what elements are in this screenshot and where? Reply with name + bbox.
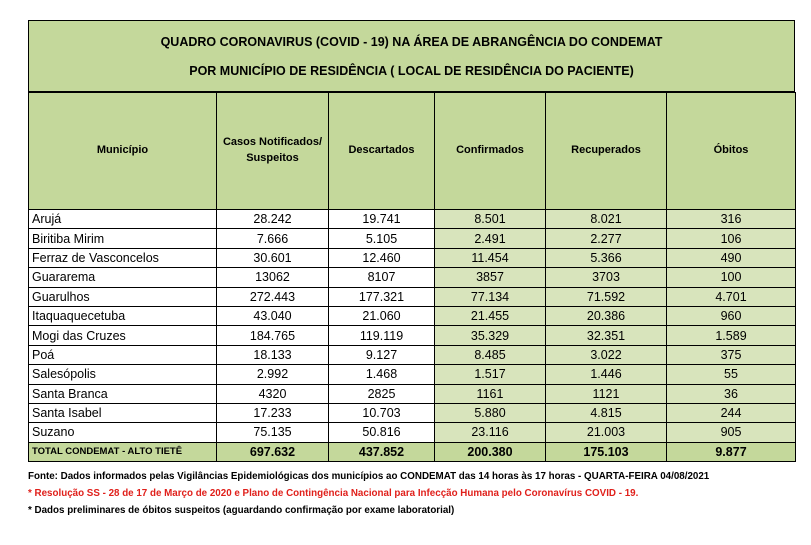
cell-obitos: 1.589: [667, 326, 796, 345]
header-casos-notificados: Casos Notificados/ Suspeitos: [217, 93, 329, 210]
cell-municipio: Santa Branca: [29, 384, 217, 403]
table-row: [29, 384, 796, 403]
cell-recuperados: 8.021: [546, 210, 667, 229]
cell-descartados: 8107: [329, 268, 435, 287]
cell-recuperados: 21.003: [546, 423, 667, 442]
cell-confirmados: 21.455: [435, 306, 546, 325]
cell-obitos: 244: [667, 403, 796, 422]
table-body: [29, 210, 796, 462]
cell-confirmados: 200.380: [435, 442, 546, 461]
cell-recuperados: 175.103: [546, 442, 667, 461]
total-row: [29, 442, 796, 461]
cell-confirmados: 8.501: [435, 210, 546, 229]
cell-obitos: 905: [667, 423, 796, 442]
header-obitos: Óbitos: [667, 93, 796, 210]
report-title-box: [28, 20, 795, 92]
cell-obitos: 106: [667, 229, 796, 248]
report-title-line-1: QUADRO CORONAVIRUS (COVID - 19) NA ÁREA DE ABRANGÊNCIA DO CONDEMAT: [160, 34, 663, 49]
cell-descartados: 1.468: [329, 365, 435, 384]
cell-casos: 272.443: [217, 287, 329, 306]
cell-casos: 30.601: [217, 248, 329, 267]
cell-casos: 43.040: [217, 306, 329, 325]
resolution-note: * Resolução SS - 28 de 17 de Março de 2020 e Plano de Contingência Nacional para Infecção Humana pelo Coronavírus COVID - 19.: [28, 488, 639, 500]
cell-recuperados: 4.815: [546, 403, 667, 422]
table-row: [29, 365, 796, 384]
table-row: [29, 287, 796, 306]
cell-casos: 4320: [217, 384, 329, 403]
table-row: [29, 403, 796, 422]
cell-casos: 697.632: [217, 442, 329, 461]
cell-obitos: 375: [667, 345, 796, 364]
cell-recuperados: 2.277: [546, 229, 667, 248]
cell-municipio: Salesópolis: [29, 365, 217, 384]
table-header-row: [29, 93, 796, 210]
cell-obitos: 9.877: [667, 442, 796, 461]
cell-recuperados: 1121: [546, 384, 667, 403]
cell-obitos: 36: [667, 384, 796, 403]
cell-descartados: 21.060: [329, 306, 435, 325]
cell-confirmados: 1161: [435, 384, 546, 403]
cell-recuperados: 3703: [546, 268, 667, 287]
cell-confirmados: 2.491: [435, 229, 546, 248]
cell-confirmados: 1.517: [435, 365, 546, 384]
cell-descartados: 5.105: [329, 229, 435, 248]
cell-descartados: 119.119: [329, 326, 435, 345]
cell-confirmados: 23.116: [435, 423, 546, 442]
cell-municipio: Poá: [29, 345, 217, 364]
covid-report-sheet: [28, 20, 795, 519]
cell-recuperados: 20.386: [546, 306, 667, 325]
cell-confirmados: 8.485: [435, 345, 546, 364]
cell-obitos: 960: [667, 306, 796, 325]
cell-municipio: Suzano: [29, 423, 217, 442]
cell-descartados: 10.703: [329, 403, 435, 422]
cell-recuperados: 1.446: [546, 365, 667, 384]
cell-obitos: 316: [667, 210, 796, 229]
cell-confirmados: 77.134: [435, 287, 546, 306]
cell-casos: 7.666: [217, 229, 329, 248]
table-row: [29, 268, 796, 287]
cell-municipio: Arujá: [29, 210, 217, 229]
table-row: [29, 210, 796, 229]
report-footer: [28, 468, 795, 519]
header-confirmados: Confirmados: [435, 93, 546, 210]
cell-recuperados: 71.592: [546, 287, 667, 306]
cell-municipio: Ferraz de Vasconcelos: [29, 248, 217, 267]
cell-municipio: Biritiba Mirim: [29, 229, 217, 248]
cell-municipio: Santa Isabel: [29, 403, 217, 422]
cell-confirmados: 3857: [435, 268, 546, 287]
cell-obitos: 490: [667, 248, 796, 267]
table-row: [29, 423, 796, 442]
cell-municipio: Guararema: [29, 268, 217, 287]
cell-casos: 17.233: [217, 403, 329, 422]
cell-municipio: Mogi das Cruzes: [29, 326, 217, 345]
cell-descartados: 12.460: [329, 248, 435, 267]
header-descartados: Descartados: [329, 93, 435, 210]
cell-obitos: 100: [667, 268, 796, 287]
report-title-line-2: POR MUNICÍPIO DE RESIDÊNCIA ( LOCAL DE RESIDÊNCIA DO PACIENTE): [189, 63, 634, 78]
cell-municipio: Itaquaquecetuba: [29, 306, 217, 325]
table-row: [29, 229, 796, 248]
cell-confirmados: 11.454: [435, 248, 546, 267]
source-note: Fonte: Dados informados pelas Vigilâncias Epidemiológicas dos municípios ao CONDEMAT das 14 horas às 17 horas - QUARTA-FEIRA 04/08/2021: [28, 471, 710, 483]
table-row: [29, 345, 796, 364]
header-municipio: Município: [29, 93, 217, 210]
cell-casos: 184.765: [217, 326, 329, 345]
header-recuperados: Recuperados: [546, 93, 667, 210]
municipality-table: [28, 92, 796, 462]
cell-descartados: 437.852: [329, 442, 435, 461]
cell-descartados: 177.321: [329, 287, 435, 306]
cell-casos: 2.992: [217, 365, 329, 384]
cell-municipio: Guarulhos: [29, 287, 217, 306]
cell-confirmados: 35.329: [435, 326, 546, 345]
cell-descartados: 50.816: [329, 423, 435, 442]
cell-descartados: 19.741: [329, 210, 435, 229]
table-row: [29, 306, 796, 325]
cell-obitos: 55: [667, 365, 796, 384]
cell-descartados: 2825: [329, 384, 435, 403]
cell-casos: 13062: [217, 268, 329, 287]
cell-casos: 18.133: [217, 345, 329, 364]
preliminary-note: * Dados preliminares de óbitos suspeitos (aguardando confirmação por exame laboratorial): [28, 505, 455, 517]
cell-casos: 75.135: [217, 423, 329, 442]
cell-recuperados: 5.366: [546, 248, 667, 267]
cell-recuperados: 3.022: [546, 345, 667, 364]
cell-recuperados: 32.351: [546, 326, 667, 345]
table-row: [29, 326, 796, 345]
cell-confirmados: 5.880: [435, 403, 546, 422]
cell-descartados: 9.127: [329, 345, 435, 364]
cell-casos: 28.242: [217, 210, 329, 229]
cell-obitos: 4.701: [667, 287, 796, 306]
table-row: [29, 248, 796, 267]
cell-municipio: TOTAL CONDEMAT - ALTO TIETÊ: [29, 442, 217, 461]
